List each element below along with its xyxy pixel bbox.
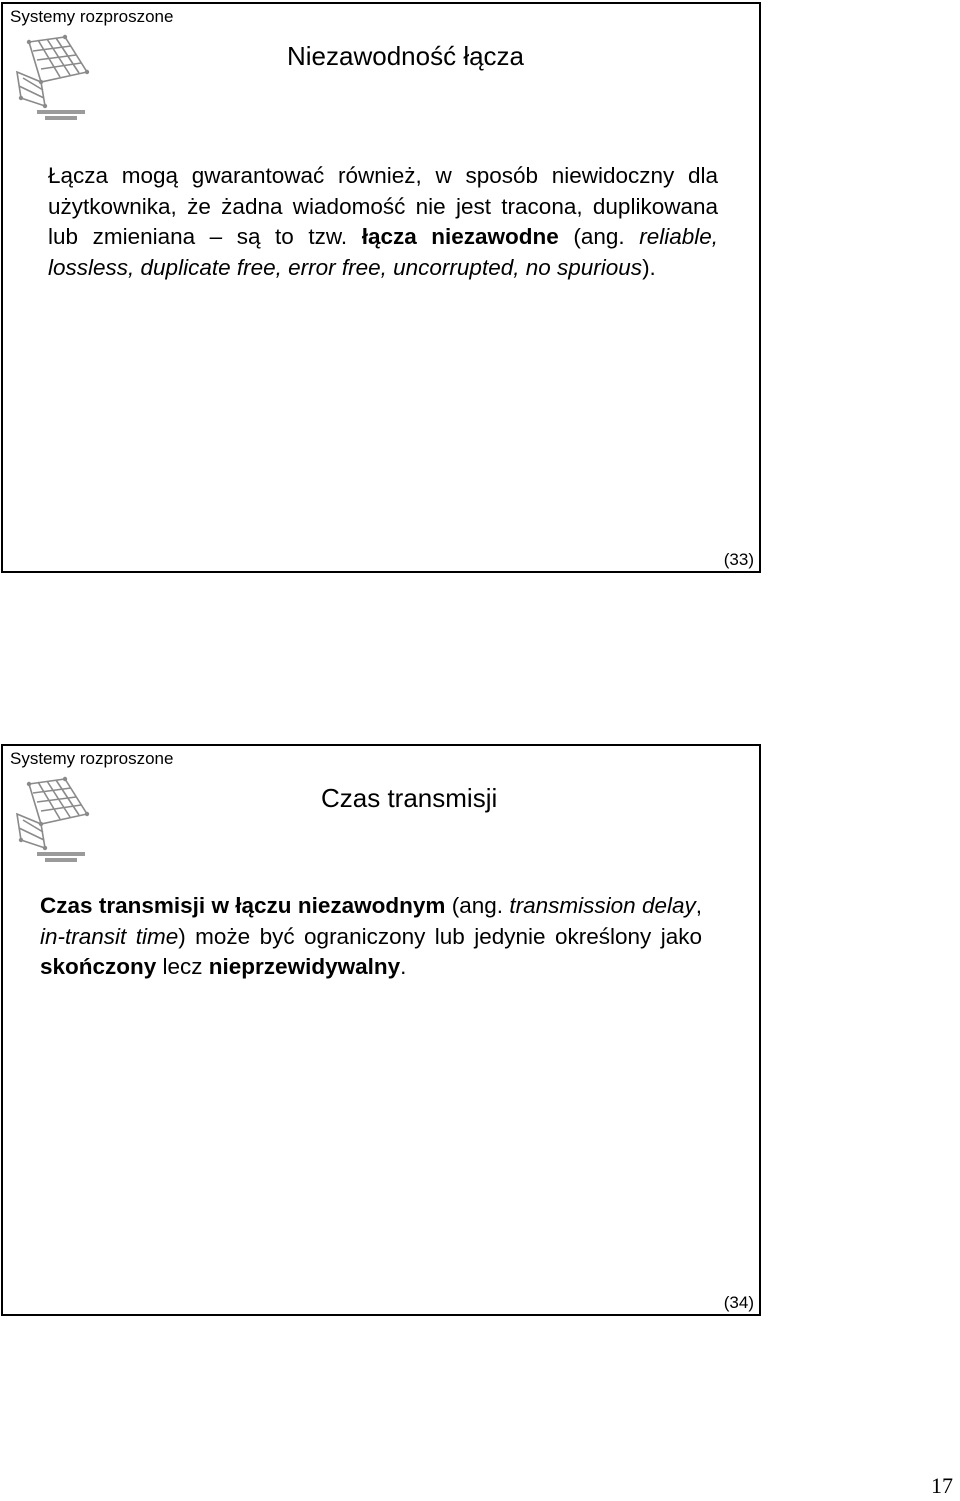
slide-body [48, 161, 718, 283]
english-term: transmission delay [509, 893, 696, 918]
university-logo-icon [11, 32, 93, 122]
slide-body [40, 891, 702, 983]
university-logo-icon [11, 774, 93, 864]
bold-term: Czas transmisji w łączu niezawodnym [40, 893, 446, 918]
slide-title: Czas transmisji [321, 783, 498, 813]
bold-term: łącza niezawodne [361, 224, 559, 249]
body-text-run: ) może być ograniczony lub jedynie określony jako [178, 923, 702, 949]
slide-34 [1, 744, 761, 1316]
body-text-run: ). [642, 254, 656, 280]
slide-33 [1, 2, 761, 573]
body-text-run: lecz [156, 954, 209, 979]
body-text-run: . [400, 954, 407, 979]
slide-header: Systemy rozproszone [10, 749, 174, 768]
body-text-run: , [695, 893, 703, 918]
slide-header: Systemy rozproszone [10, 7, 174, 26]
english-term: in-transit time [40, 923, 179, 949]
page-number: 17 [931, 1473, 953, 1498]
english-terms: reliable, lossless, duplicate free, error free, uncorrupted, no spurious [48, 224, 718, 280]
bold-term: nieprzewidywalny [208, 954, 401, 979]
slide-number: (34) [723, 1293, 754, 1312]
bold-term: skończony [40, 954, 157, 979]
slide-number: (33) [723, 550, 754, 569]
body-text-run: Łącza mogą gwarantować również, w sposób niewidoczny dla użytkownika, że żadna wiadomość nie jest tracona, duplikowana lub zmieniana – są to tzw. [48, 163, 718, 249]
body-text-run: (ang. [445, 893, 510, 918]
slide-title: Niezawodność łącza [287, 41, 525, 71]
body-text-run: (ang. [558, 224, 640, 249]
